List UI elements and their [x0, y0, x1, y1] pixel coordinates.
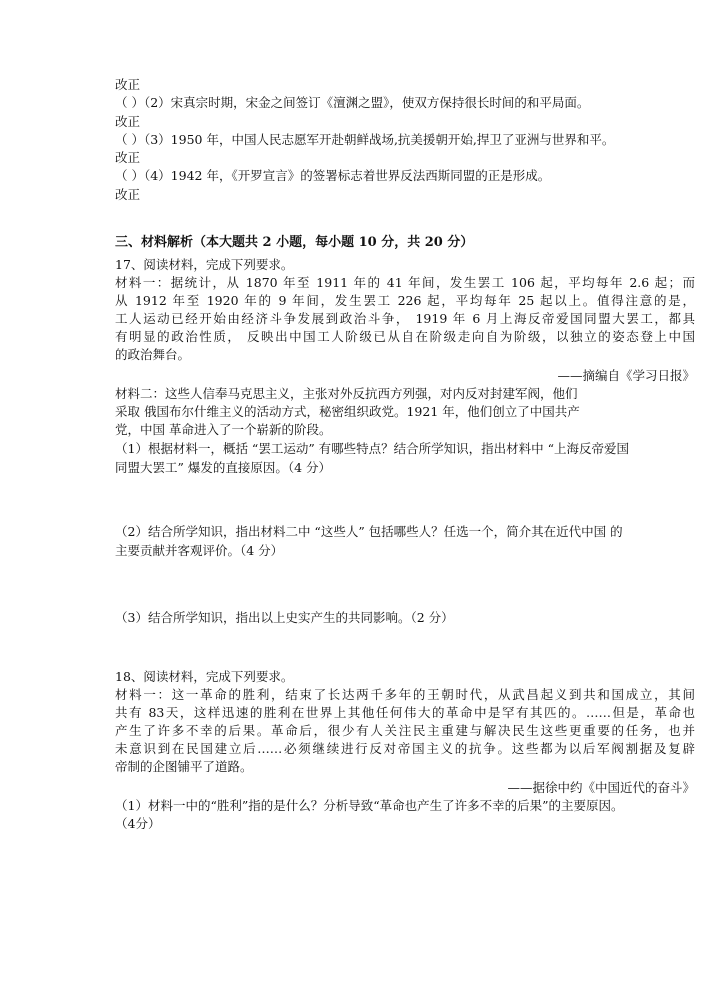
q18-material-1-line: 共有 83天，这样迅速的胜利在世界上其他任何伟大的革命中是罕有其匹的。……但是，革命也 — [115, 705, 695, 720]
correction-label: 改正 — [115, 77, 141, 92]
true-false-item-3: （ ）（3）1950 年，中国人民志愿军开赴朝鲜战场,抗美援朝开始,捍卫了亚洲与世界和平。 — [115, 132, 615, 147]
q17-source: ——摘编自《学习日报》 — [557, 368, 695, 383]
q18-subquestion-1: （4分） — [115, 816, 161, 831]
true-false-item-2: （ ）（2）宋真宗时期，宋金之间签订《澶渊之盟》，使双方保持很长时间的和平局面。 — [115, 95, 590, 110]
q17-material-1-line: 的政治舞台。 — [115, 347, 191, 362]
q17-subquestion-2: 主要贡献并客观评价。（4 分） — [115, 543, 284, 558]
q18-material-1-line: 帝制的企图铺平了道路。 — [115, 759, 253, 774]
correction-label: 改正 — [115, 114, 141, 129]
q17-subquestion-3: （3）结合所学知识，指出以上史实产生的共同影响。（2 分） — [115, 610, 454, 625]
section-heading: 三、材料解析（本大题共 2 小题，每小题 10 分，共 20 分） — [115, 235, 474, 250]
correction-label: 改正 — [115, 187, 141, 202]
q17-subquestion-1: （1）根据材料一，概括 “罢工运动” 有哪些特点？结合所学知识，指出材料中 “上海反帝爱国 — [115, 441, 630, 456]
question-18-intro: 18、阅读材料，完成下列要求。 — [115, 669, 294, 684]
q17-material-1-line: 工人运动已经开始由经济斗争发展到政治斗争， 1919 年 6 月上海反帝爱国同盟大罢工，都具 — [115, 311, 695, 326]
q17-material-2-line: 党，中国 革命进入了一个崭新的阶段。 — [115, 422, 332, 437]
q17-material-1-line: 从 1912 年至 1920 年的 9 年间，发生罢工 226 起，平均每年 25 起以上。值得注意的是， — [115, 293, 695, 308]
q17-material-2-line: 采取 俄国布尔什维主义的活动方式，秘密组织政党。1921 年，他们创立了中国共产 — [115, 404, 580, 419]
q17-subquestion-2: （2）结合所学知识，指出材料二中 “这些人” 包括哪些人？任选一个，简介其在近代中国 的 — [115, 524, 623, 539]
q17-material-2-line: 材料二：这些人信奉马克思主义，主张对外反抗西方列强，对内反对封建军阀，他们 — [115, 386, 578, 401]
q18-material-1-line: 产生了许多不幸的后果。革命后，很少有人关注民主重建与解决民生这些更重要的任务，也并 — [115, 723, 695, 738]
q18-material-1-line: 未意识到在民国建立后……必须继续进行反对帝国主义的抗争。这些都为以后军阀割据及复辟 — [115, 741, 695, 756]
q18-subquestion-1: （1）材料一中的“胜利”指的是什么？分析导致“革命也产生了许多不幸的后果”的主要原因。 — [115, 798, 624, 813]
question-17-intro: 17、阅读材料，完成下列要求。 — [115, 257, 294, 272]
q17-subquestion-1: 同盟大罢工” 爆发的直接原因。（4 分） — [115, 460, 332, 475]
correction-label: 改正 — [115, 150, 141, 165]
q17-material-1-line: 有明显的政治性质， 反映出中国工人阶级已从自在阶级走向自为阶级，以独立的姿态登上中国 — [115, 329, 695, 344]
q17-material-1-line: 材料一：据统计，从 1870 年至 1911 年的 41 年间，发生罢工 106 起，平均每年 2.6 起；而 — [115, 275, 695, 290]
true-false-item-4: （ ）（4）1942 年，《开罗宣言》的签署标志着世界反法西斯同盟的正是形成。 — [115, 168, 551, 183]
q18-source: ——据徐中约《中国近代的奋斗》 — [507, 780, 695, 795]
q18-material-1-line: 材料一：这一革命的胜利，结束了长达两千多年的王朝时代，从武昌起义到共和国成立，其间 — [115, 687, 695, 702]
